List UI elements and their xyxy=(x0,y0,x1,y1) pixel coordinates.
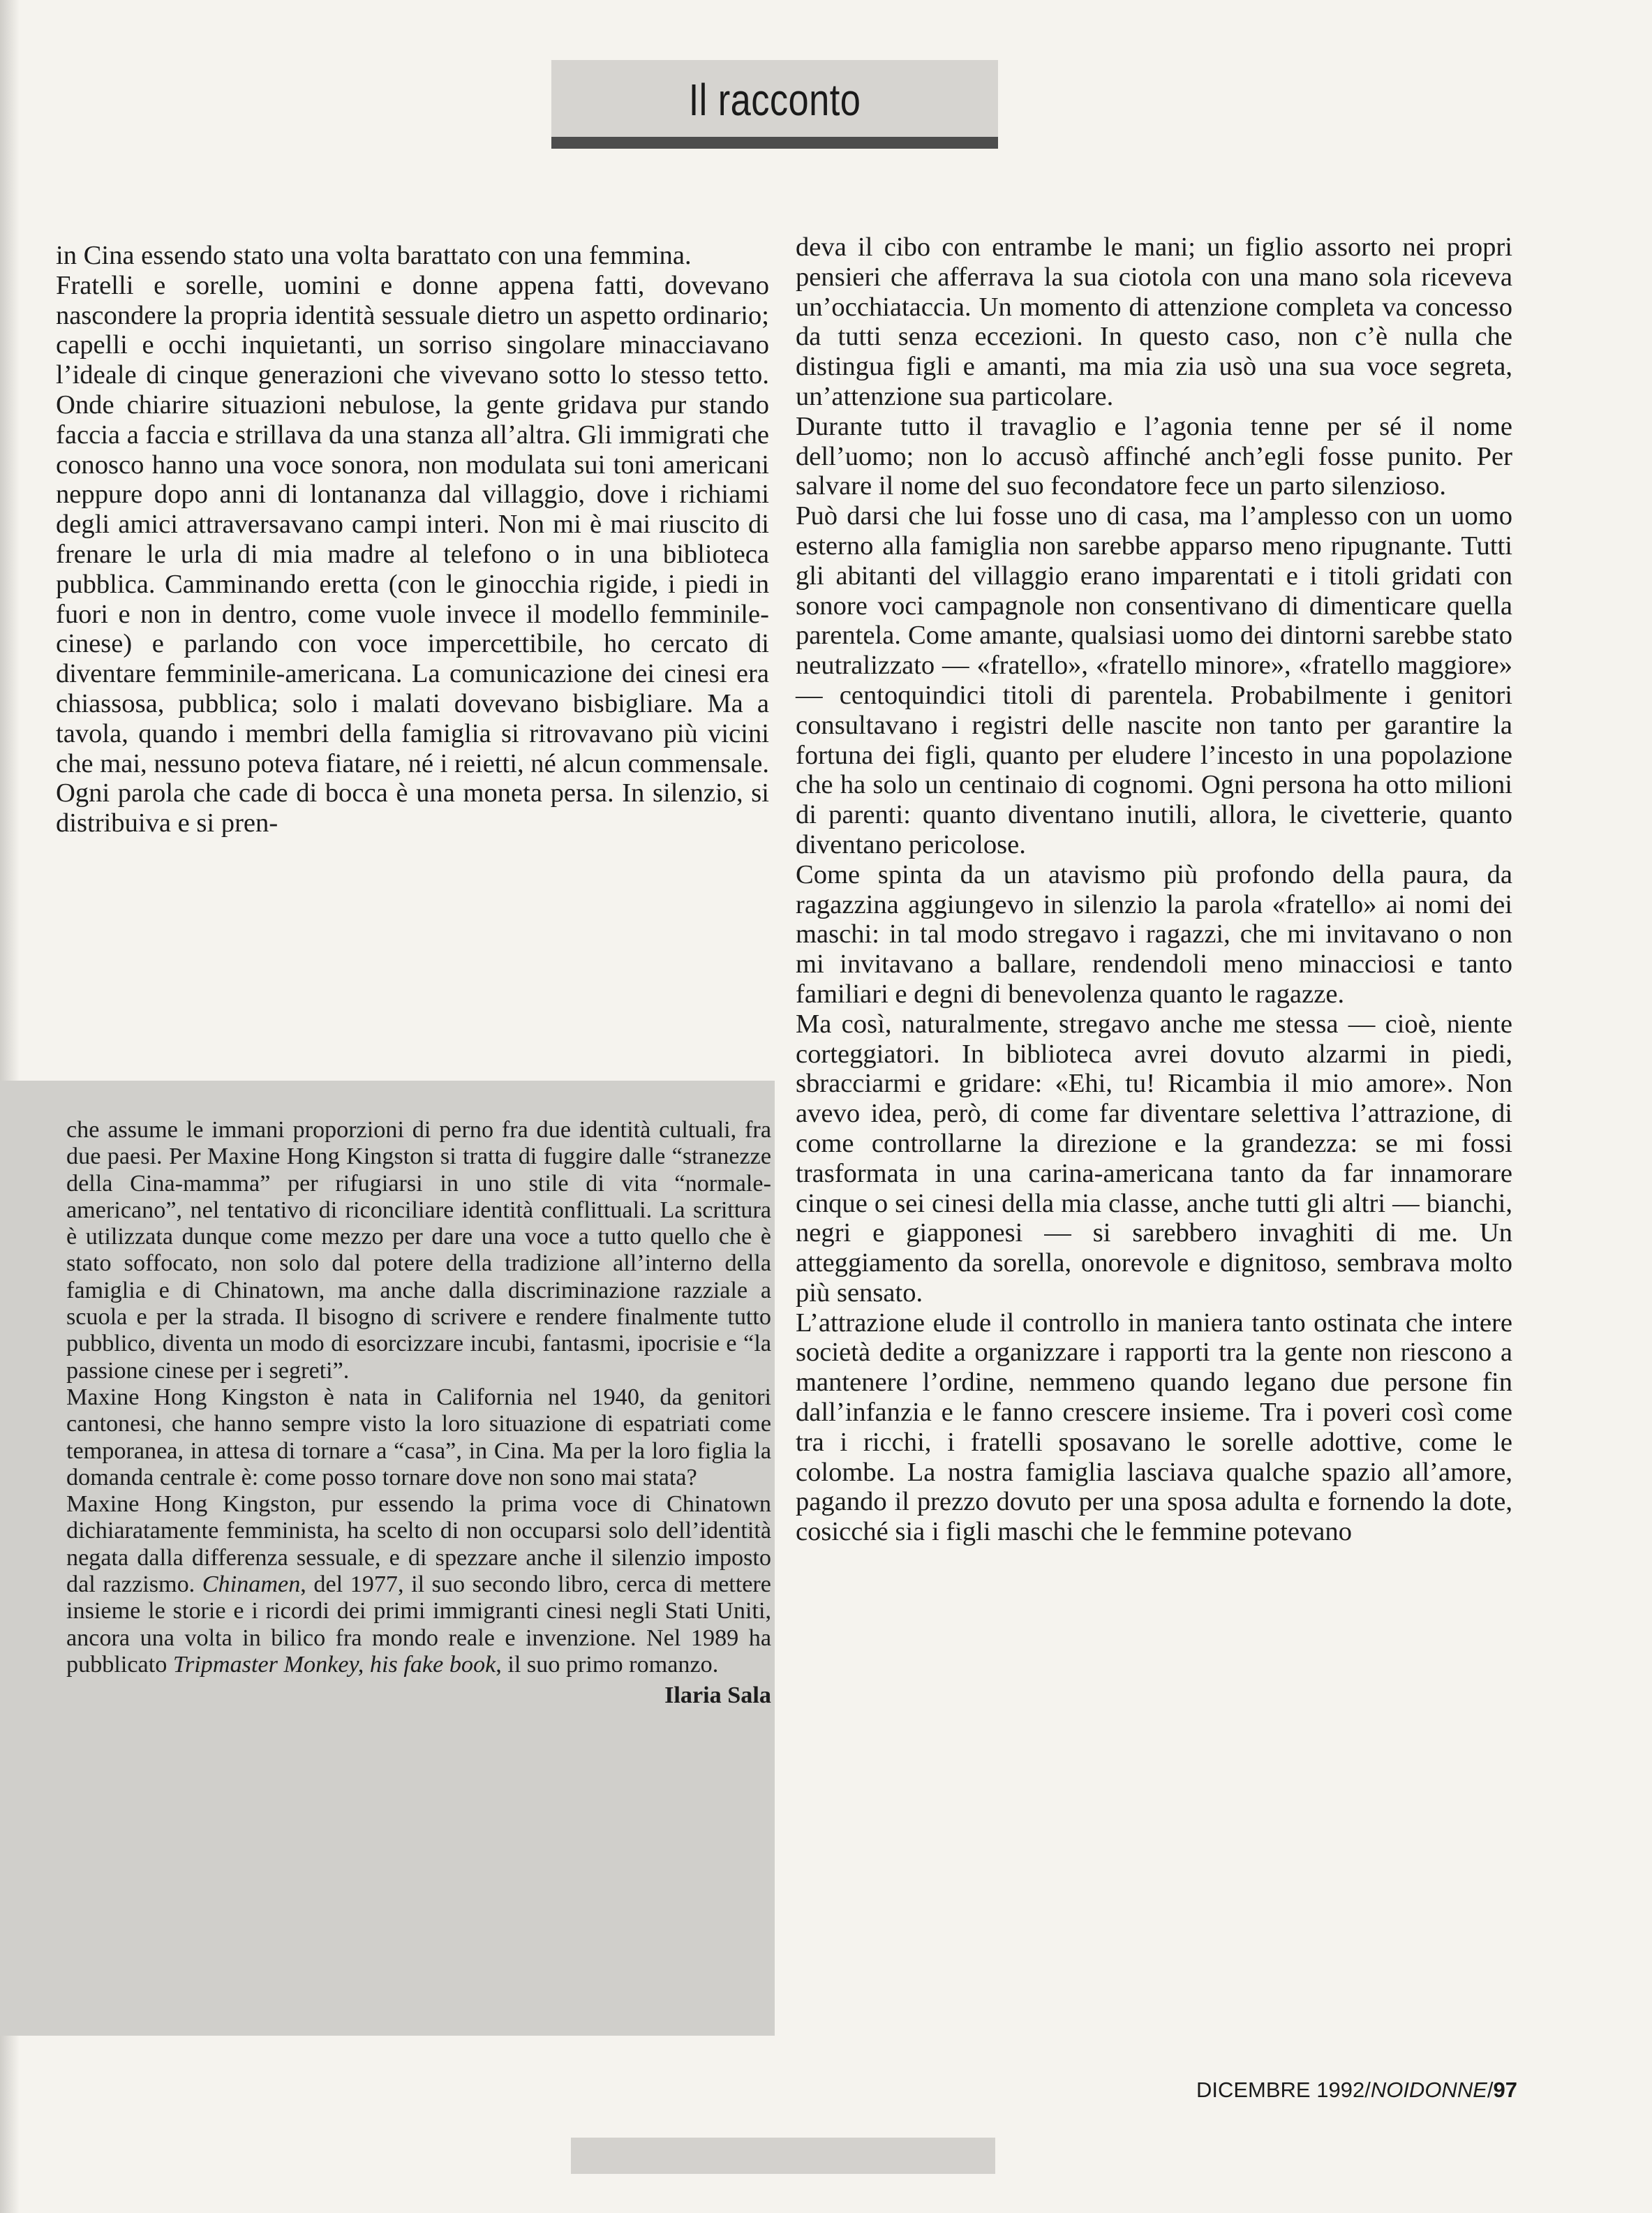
footer-date: DICEMBRE 1992/ xyxy=(1196,2078,1371,2102)
book-title: Chinamen xyxy=(202,1571,301,1598)
sidebar-paragraph: che assume le immani proporzioni di perno fra due identità cultuali, fra due paesi. Per Maxine Hong Kingston si tratta di fuggire dalle “stranezze della Cina-mamma” per rifugiarsi in uno stile di vita “normale-americano”, nel tentativo di riconciliare identità conflittuali. La scrittura è utilizzata dunque come mezzo per dare una voce a tutto quello che è stato soffocato, non solo dal potere della tradizione all’interno della famiglia e di Chinatown, ma anche dalla discriminazione razziale a scuola e per la strada. Il bisogno di scrivere e rendere finalmente tutto pubblico, diventa un modo di esorcizzare incubi, fantasmi, ipocrisie e “la passione cinese per i segreti”. xyxy=(66,1117,771,1384)
book-title: Tripmaster Monkey, his fake book xyxy=(172,1651,496,1678)
sidebar-text-run: Maxine Hong Kingston, pur essendo la prima voce di Chinatown dichiaratamente femminista, ha scelto di non occuparsi solo dell’identità negata dalla differenza sessuale, e di spezzare anche il silenzio imposto dal razzismo. xyxy=(66,1491,771,1598)
paragraph: L’attrazione elude il controllo in maniera tanto ostinata che intere società dedite a organizzare i rapporti tra la gente non riescono a mantenere l’ordine, nemmeno quando legano due persone fin dall’infanzia e le fanno crescere insieme. Tra i poveri così come tra i ricchi, i fratelli sposavano le sorelle adottive, come le colombe. La nostra famiglia lasciava qualche spazio all’amore, pagando il prezzo dovuto per una sposa adulta e fornendo la dote, cosicché sia i figli maschi che le femmine potevano xyxy=(796,1308,1512,1547)
paragraph: Fratelli e sorelle, uomini e donne appena fatti, dovevano nascondere la propria identità sessuale dietro un aspetto ordinario; capelli e occhi inquietanti, un sorriso singolare minacciavano l’ideale di cinque generazioni che vivevano sotto lo stesso tetto. Onde chiarire situazioni nebulose, la gente gridava pur stando faccia a faccia e strillava da una stanza all’altra. Gli immigrati che conosco hanno una voce sonora, non modulata sui toni americani neppure dopo anni di lontananza dal villaggio, dove i richiami degli amici attraversavano campi interi. Non mi è mai riuscito di frenare le urla di mia madre al telefono o in una biblioteca pubblica. Camminando eretta (con le ginocchia rigide, i piedi in fuori e non in dentro, come vuole invece il modello femminile-cinese) e parlando con voce impercettibile, ho cercato di diventare femminile-americana. La comunicazione dei cinesi era chiassosa, pubblica; solo i malati dovevano bisbigliare. Ma a tavola, quando i membri della famiglia si ritrovavano più vicini che mai, nessuno poteva fiatare, né i reietti, né alcun commensale. Ogni parola che cade di bocca è una moneta persa. In silenzio, si distribuiva e si pren- xyxy=(56,270,769,838)
paragraph: Ma così, naturalmente, stregavo anche me stessa — cioè, niente corteggiatori. In biblioteca avrei dovuto alzarmi in piedi, sbracciarmi e gridare: «Ehi, tu! Ricambia il mio amore». Non avevo idea, però, di come far diventare selettiva l’attrazione, di come controllarne la direzione e la grandezza: se mi fossi trasformata in una carina-americana tanto da far innamorare cinque o sei cinesi della mia classe, anche tutti gli altri — bianchi, negri e giapponesi — si sarebbero invaghiti di me. Un atteggiamento da sorella, onorevole e dignitoso, sembrava molto più sensato. xyxy=(796,1009,1512,1308)
paragraph: Durante tutto il travaglio e l’agonia tenne per sé il nome dell’uomo; non lo accusò affinché anch’egli fosse punito. Per salvare il nome del suo fecondatore fece un parto silenzioso. xyxy=(796,411,1512,501)
page-number: 97 xyxy=(1493,2078,1517,2102)
right-column xyxy=(796,232,1512,1547)
section-title: Il racconto xyxy=(688,75,861,125)
section-header xyxy=(551,60,998,137)
paragraph: Può darsi che lui fosse uno di casa, ma l’amplesso con un uomo esterno alla famiglia non sarebbe apparso meno ripugnante. Tutti gli abitanti del villaggio erano imparentati e i titoli gridati con sonore voci campagnole non consentivano di dimenticare quella parentela. Come amante, qualsiasi uomo dei dintorni sarebbe stato neutralizzato — «fratello», «fratello minore», «fratello maggiore» — centoquindici titoli di parentela. Probabilmente i genitori consultavano i registri delle nascite non tanto per garantire la fortuna dei figli, quanto per eludere l’incesto in una popolazione che ha solo un centinaio di cognomi. Ogni persona ha otto milioni di parenti: quanto diventano inutili, allora, le civetterie, quanto diventano pericolose. xyxy=(796,501,1512,859)
bottom-decorative-bar xyxy=(571,2138,995,2174)
left-column xyxy=(56,241,769,838)
footer-separator: / xyxy=(1487,2078,1494,2102)
sidebar-text-run: , del 1977, il suo secondo libro, cerca di mettere insieme le storie e i ricordi dei primi immigranti cinesi negli Stati Uniti, ancora una volta in bilico fra mondo reale e invenzione. Nel 1989 ha pubblicato xyxy=(66,1571,771,1678)
page-footer xyxy=(1196,2078,1517,2103)
paragraph: in Cina essendo stato una volta barattato con una femmina. xyxy=(56,241,692,270)
sidebar-paragraph xyxy=(66,1491,771,1678)
magazine-name: NOIDONNE xyxy=(1370,2078,1487,2102)
sidebar-paragraph: Maxine Hong Kingston è nata in California nel 1940, da genitori cantonesi, che hanno sempre visto la loro situazione di espatriati come temporanea, in attesa di tornare a “casa”, in Cina. Ma per la loro figlia la domanda centrale è: come posso tornare dove non sono mai stata? xyxy=(66,1384,771,1490)
sidebar-text-run: , il suo primo romanzo. xyxy=(496,1651,719,1678)
paragraph: deva il cibo con entrambe le mani; un figlio assorto nei propri pensieri che afferrava la sua ciotola con una mano sola riceveva un’occhiataccia. Un momento di attenzione completa va concesso da tutti senza eccezioni. In questo caso, non c’è nulla che distingua figli e amanti, ma mia zia usò una sua voce segreta, un’attenzione sua particolare. xyxy=(796,232,1512,411)
paragraph: Come spinta da un atavismo più profondo della paura, da ragazzina aggiungevo in silenzio la parola «fratello» ai nomi dei maschi: in tal modo stregavo i ragazzi, che mi invitavano o non mi invitavano a ballare, rendendoli meno minacciosi e tanto familiari e degni di benevolenza quanto le ragazze. xyxy=(796,859,1512,1009)
author-note-sidebar xyxy=(0,1081,775,2036)
header-underline xyxy=(551,137,998,149)
author-signature: Ilaria Sala xyxy=(664,1682,771,1709)
sidebar-text xyxy=(66,1117,771,1710)
